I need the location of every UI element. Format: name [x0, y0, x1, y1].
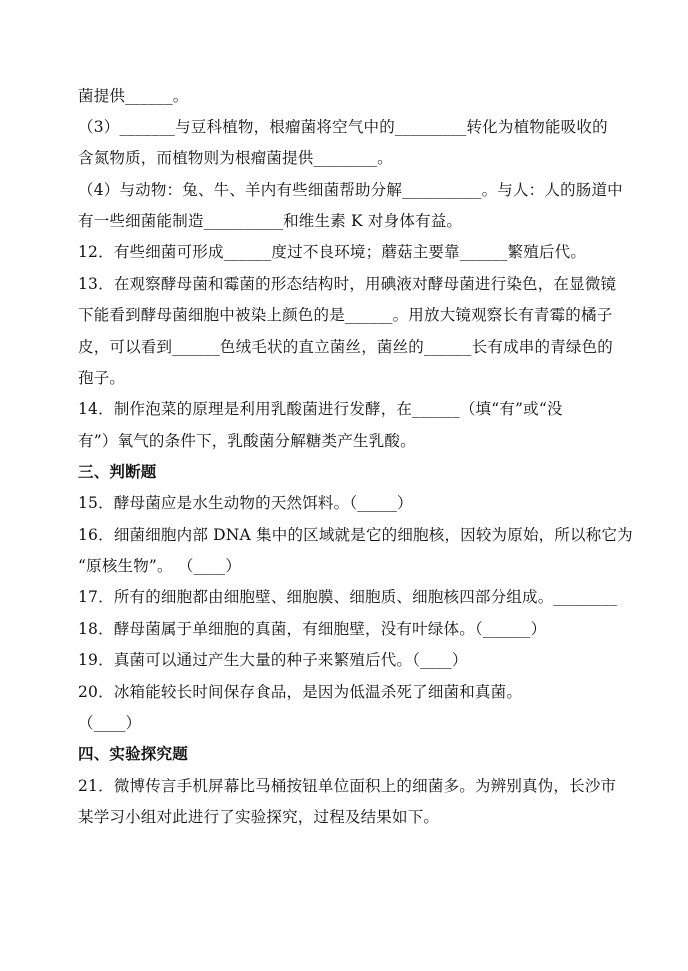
text-line: 孢子。	[78, 369, 126, 387]
text-line: 有一些细菌能制造__________和维生素 K 对身体有益。	[78, 212, 463, 230]
text-line: 有”）氧气的条件下，乳酸菌分解糖类产生乳酸。	[78, 432, 416, 450]
section-heading: 四、实验探究题	[78, 744, 188, 763]
text-line: 17．所有的细胞都由细胞壁、细胞膜、细胞质、细胞核四部分组成。________	[78, 588, 618, 606]
section-heading: 三、判断题	[78, 462, 157, 481]
text-line: 含氮物质，而植物则为根瘤菌提供________。	[78, 149, 393, 167]
text-line: 18．酵母菌属于单细胞的真菌，有细胞壁，没有叶绿体。（______）	[78, 620, 547, 638]
text-line: （4）与动物：兔、牛、羊内有些细菌帮助分解__________。与人：人的肠道中	[78, 181, 623, 199]
text-line: 某学习小组对此进行了实验探究，过程及结果如下。	[78, 808, 440, 826]
text-line: 15．酵母菌应是水生动物的天然饵料。（_____）	[78, 494, 413, 512]
text-line: 菌提供______。	[78, 87, 189, 105]
text-line: （____）	[78, 714, 142, 732]
text-line: 20．冰箱能较长时间保存食品，是因为低温杀死了细菌和真菌。	[78, 683, 523, 701]
text-line: “原核生物”。 （____）	[78, 557, 242, 575]
text-line: 12．有些细菌可形成______度过不良环境；蘑菇主要靠______繁殖后代。	[78, 243, 587, 261]
text-line: 14．制作泡菜的原理是利用乳酸菌进行发酵，在______（填“有”或“没	[78, 400, 563, 418]
text-line: 19．真菌可以通过产生大量的种子来繁殖后代。（____）	[78, 651, 468, 669]
text-line: 下能看到酵母菌细胞中被染上颜色的是______。用放大镜观察长有青霉的橘子	[78, 306, 613, 324]
text-line: 皮，可以看到______色绒毛状的直立菌丝，菌丝的______长有成串的青绿色的	[78, 338, 614, 356]
text-line: （3）_______与豆科植物，根瘤菌将空气中的_________转化为植物能吸收的	[78, 118, 608, 136]
text-line: 21．微博传言手机屏幕比马桶按钮单位面积上的细菌多。为辨别真伪，长沙市	[78, 777, 617, 795]
text-line: 16．细菌细胞内部 DNA 集中的区域就是它的细胞核，因较为原始，所以称它为	[78, 526, 633, 544]
text-line: 13．在观察酵母菌和霉菌的形态结构时，用碘液对酵母菌进行染色，在显微镜	[78, 275, 617, 293]
